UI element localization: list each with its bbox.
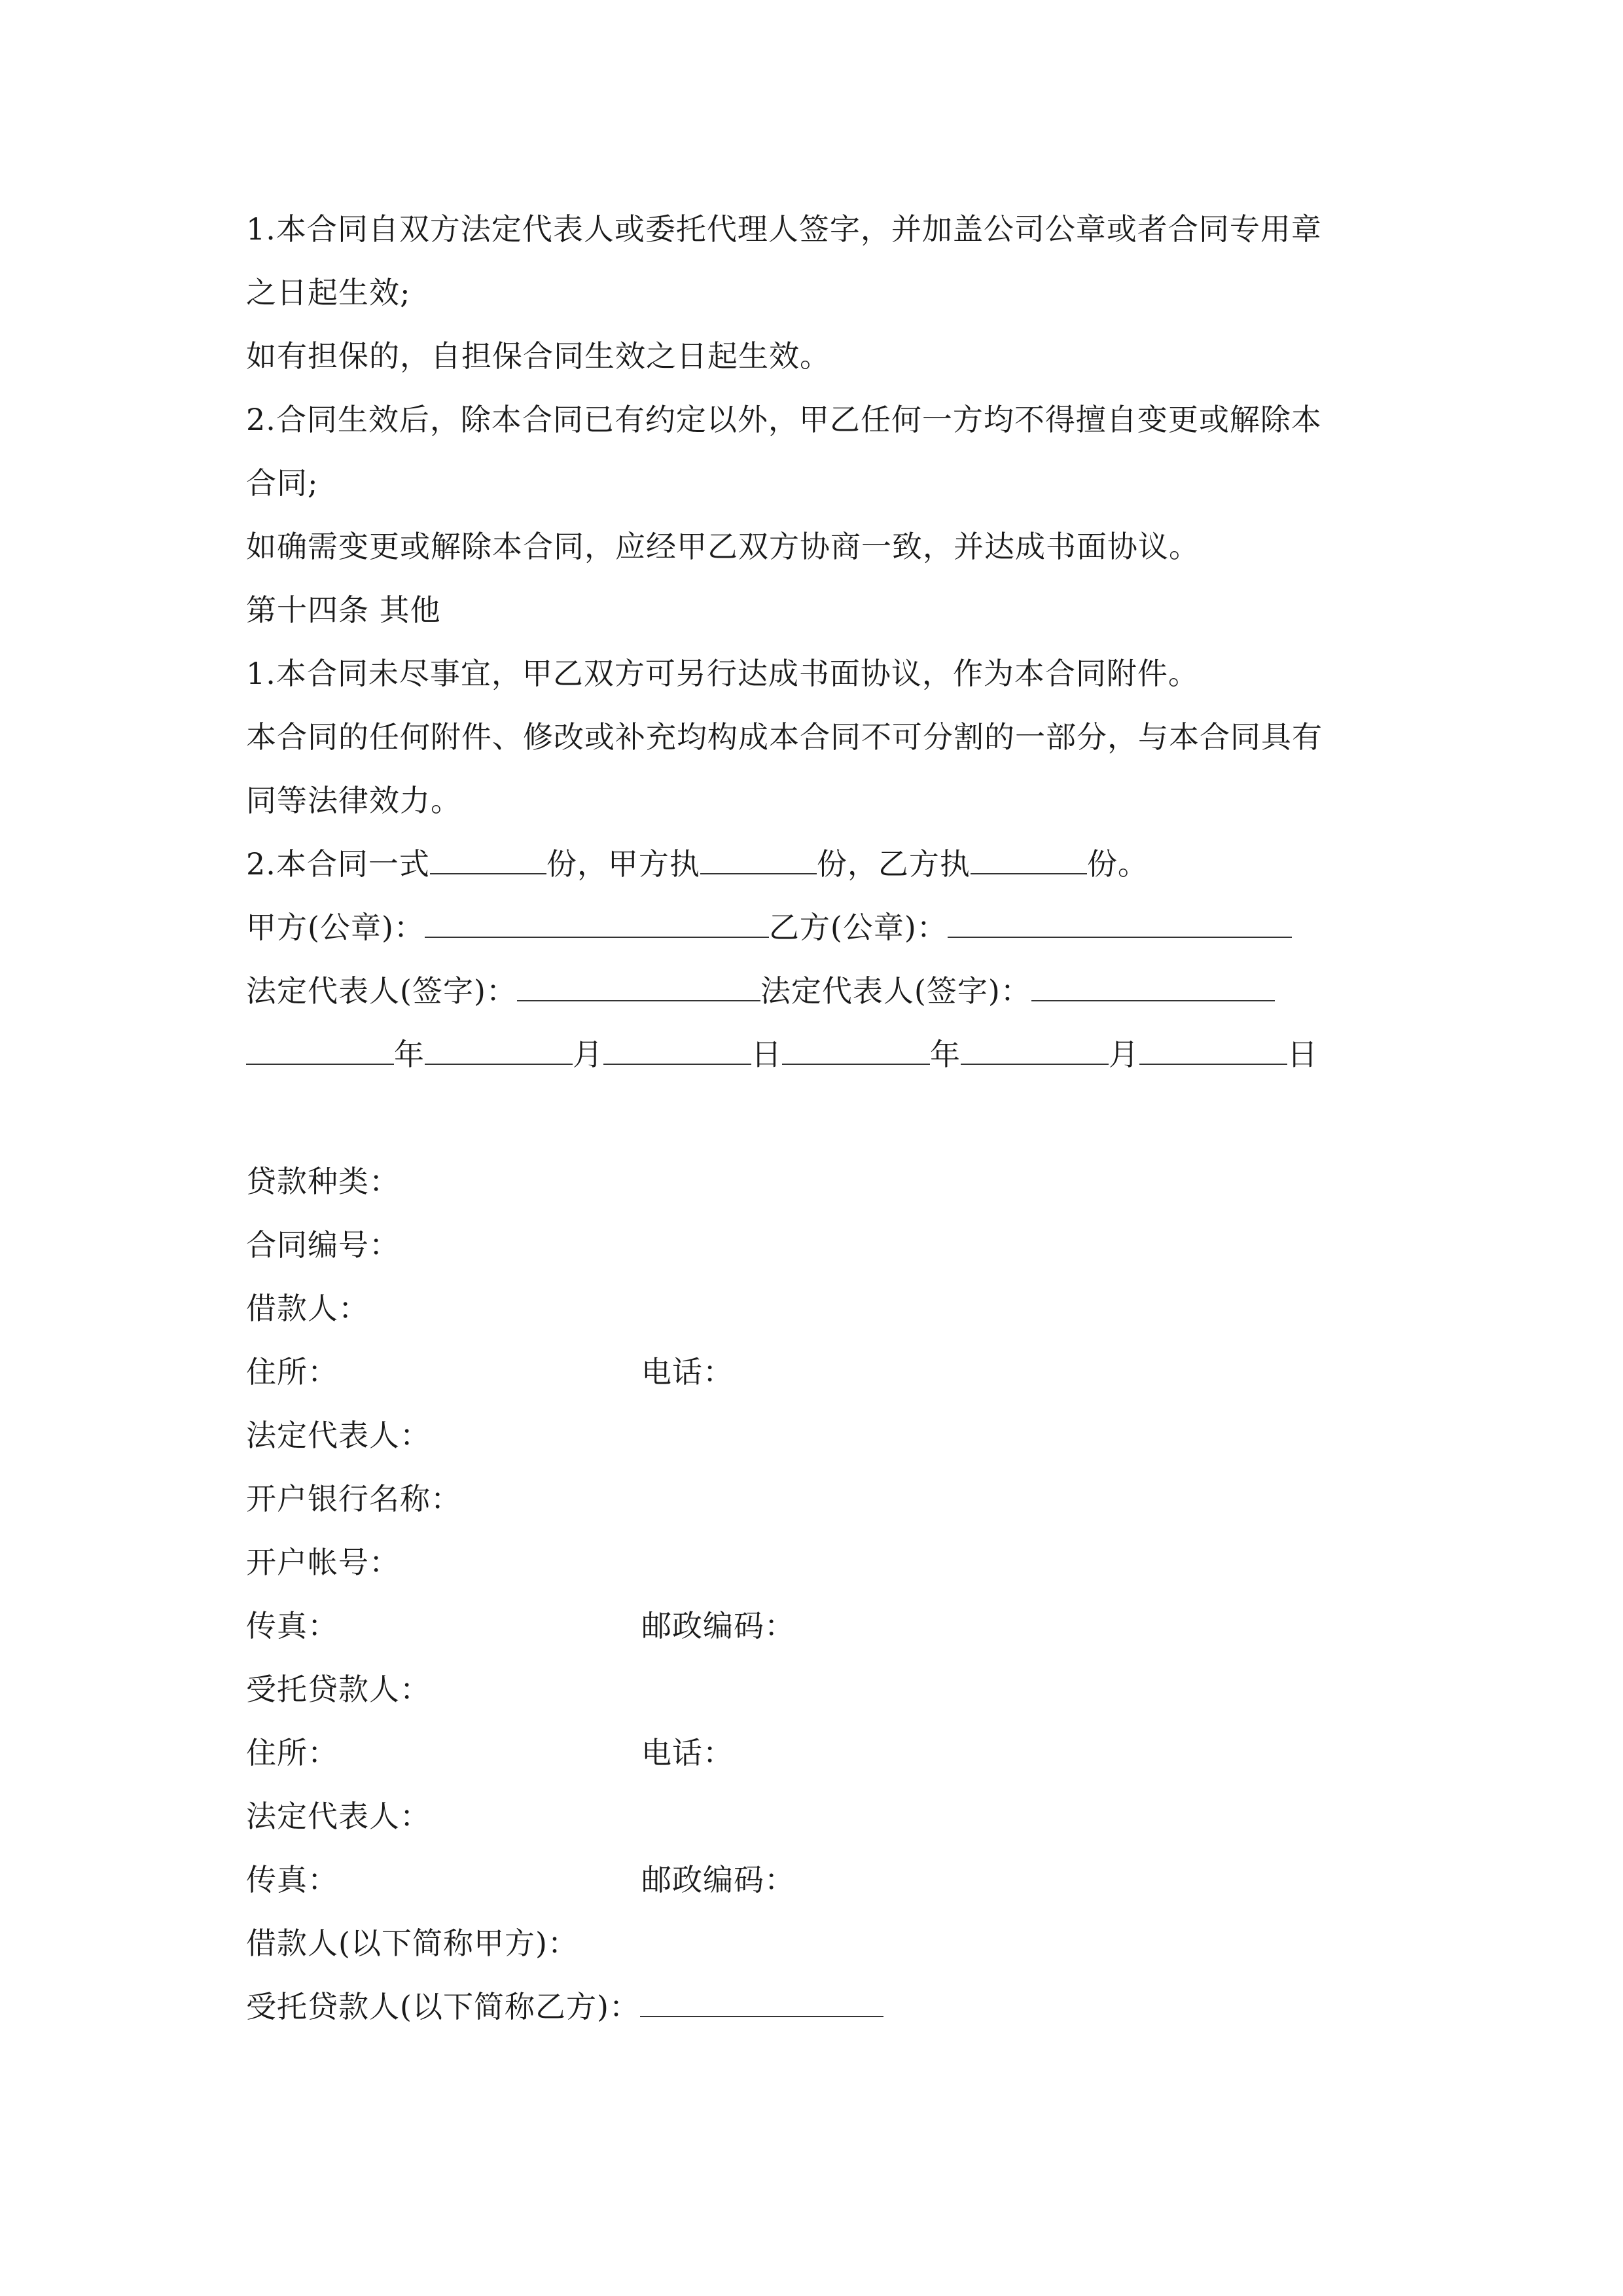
article14-item1-line2: 本合同的任何附件、修改或补充均构成本合同不可分割的一部分，与本合同具有 [246,719,1323,755]
article13-item1-line3: 如有担保的，自担保合同生效之日起生效。 [246,338,830,374]
trustee-abbrev-row [246,1987,883,2026]
contract-no-label: 合同编号： [246,1227,400,1263]
loan-type-label: 贷款种类： [246,1164,400,1199]
borrower-fax-label: 传真： [246,1608,338,1643]
party-a-month-blank[interactable] [425,1035,573,1065]
party-a-day-blank[interactable] [603,1035,751,1065]
party-a-seal-blank[interactable] [425,908,769,938]
article13-item2-line1: 2.合同生效后，除本合同已有约定以外，甲乙任何一方均不得擅自变更或解除本 [246,402,1322,437]
borrower-abbrev-label: 借款人(以下简称甲方)： [246,1926,579,1961]
borrower-postcode-label: 邮政编码： [641,1608,795,1643]
party-b-month-blank[interactable] [961,1035,1109,1065]
party-a-rep-label: 法定代表人(签字)： [246,973,517,1009]
trustee-fax-label: 传真： [246,1862,338,1897]
trustee-abbrev-label: 受托贷款人(以下简称乙方)： [246,1989,640,2024]
party-a-seal-label: 甲方(公章)： [246,910,425,945]
party-b-rep-blank[interactable] [1031,971,1275,1001]
date-line [246,1035,1318,1074]
article14-heading: 第十四条 其他 [246,592,441,628]
copies-part-b: 份，乙方执 [816,846,971,882]
bank-name-label: 开户银行名称： [246,1481,461,1516]
article13-item2-line2: 合同; [246,465,319,501]
article13-item1-line2: 之日起生效; [246,275,411,310]
borrower-rep-label: 法定代表人： [246,1418,431,1453]
article13-item2-line3: 如确需变更或解除本合同，应经甲乙双方协商一致，并达成书面协议。 [246,529,1200,564]
copies-part-a: 份，甲方执 [546,846,700,882]
total-copies-blank[interactable] [430,844,546,874]
party-a-copies-blank[interactable] [700,844,817,874]
borrower-phone-label: 电话： [641,1354,734,1390]
party-b-rep-label: 法定代表人(签字)： [760,973,1031,1009]
borrower-address-row [246,1352,1359,1391]
copies-prefix: 2.本合同一式 [246,846,430,882]
seal-line [246,908,1292,947]
trustee-address-row [246,1733,1359,1772]
borrower-label: 借款人： [246,1291,369,1326]
trustee-label: 受托贷款人： [246,1672,431,1707]
trustee-rep-label: 法定代表人： [246,1799,431,1834]
party-b-day-label: 日 [1287,1037,1318,1072]
trustee-postcode-label: 邮政编码： [641,1862,795,1897]
trustee-phone-label: 电话： [641,1735,734,1770]
party-b-seal-blank[interactable] [948,908,1292,938]
party-a-year-label: 年 [394,1037,425,1072]
article14-item1-line1: 1.本合同未尽事宜，甲乙双方可另行达成书面协议，作为本合同附件。 [246,656,1199,691]
trustee-fax-row [246,1860,1359,1899]
borrower-address-label: 住所： [246,1354,338,1390]
party-b-year-blank[interactable] [782,1035,930,1065]
party-b-year-label: 年 [930,1037,961,1072]
party-a-rep-blank[interactable] [517,971,760,1001]
trustee-abbrev-blank[interactable] [640,1987,883,2017]
trustee-address-label: 住所： [246,1735,338,1770]
article14-item1-line3: 同等法律效力。 [246,783,461,818]
party-b-seal-label: 乙方(公章)： [768,910,948,945]
party-b-month-label: 月 [1109,1037,1139,1072]
account-no-label: 开户帐号： [246,1545,400,1580]
representative-line [246,971,1275,1011]
borrower-fax-row [246,1606,1359,1645]
party-a-year-blank[interactable] [246,1035,394,1065]
party-a-day-label: 日 [751,1037,782,1072]
party-b-day-blank[interactable] [1139,1035,1287,1065]
party-b-copies-blank[interactable] [971,844,1087,874]
article14-item2-line [246,844,1149,884]
party-a-month-label: 月 [573,1037,603,1072]
article13-item1-line1: 1.本合同自双方法定代表人或委托代理人签字，并加盖公司公章或者合同专用章 [246,211,1322,247]
copies-suffix: 份。 [1086,846,1149,882]
